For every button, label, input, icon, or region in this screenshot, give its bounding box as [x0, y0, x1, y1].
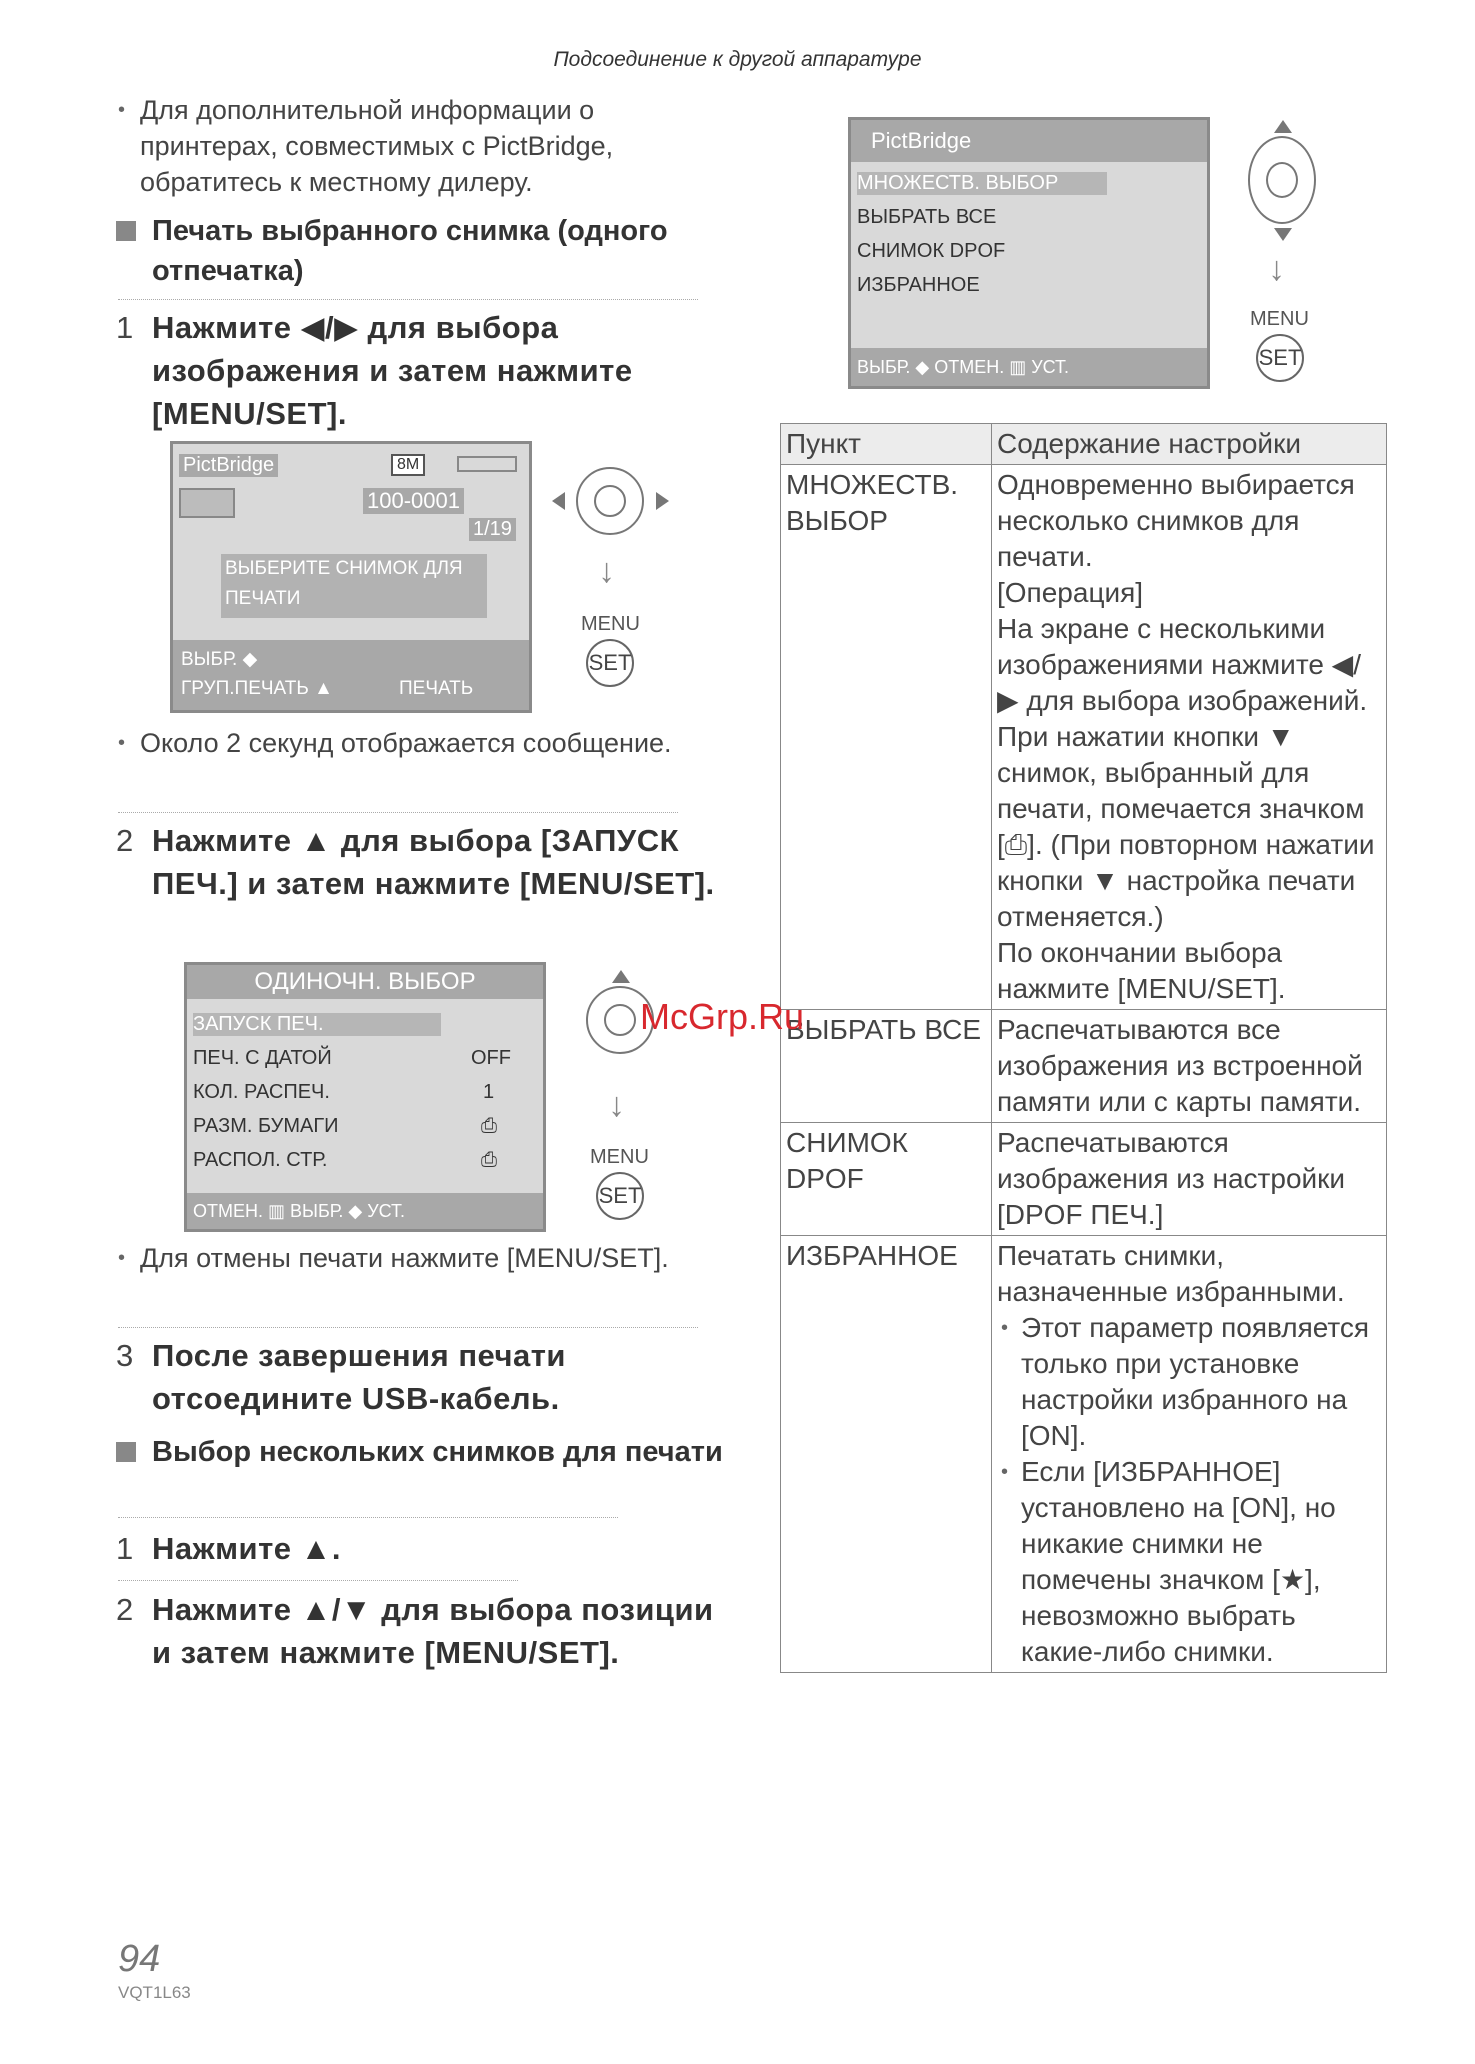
section-title: Печать выбранного снимка (одного отпечатка) — [152, 215, 668, 287]
menu-item-print-count: КОЛ. РАСПЕЧ. — [193, 1081, 330, 1103]
row-description — [992, 1123, 1387, 1236]
step-text: Нажмите ▲/▼ для выбора позиции и затем нажмите [MENU/SET]. — [152, 1592, 714, 1670]
table-row — [781, 1236, 1387, 1673]
row-item: МНОЖЕСТВ. ВЫБОР — [781, 465, 992, 1010]
step-text: Нажмите ▲ для выбора [ЗАПУСК ПЕЧ.] и затем нажмите [MENU/SET]. — [152, 823, 715, 901]
menu-label: MENU — [1250, 308, 1309, 330]
divider — [118, 1580, 518, 1581]
divider — [118, 812, 678, 813]
menu-item-page-layout: РАСПОЛ. СТР. — [193, 1149, 328, 1171]
up-arrow-icon — [612, 970, 630, 983]
step-number: 1 — [116, 310, 134, 345]
step-text: После завершения печати отсоедините USB-кабель. — [152, 1338, 566, 1416]
row-item: ВЫБРАТЬ ВСЕ — [781, 1010, 992, 1123]
screen-title: ОДИНОЧН. ВЫБОР — [187, 965, 543, 999]
nav-pad-left-right — [576, 467, 644, 535]
desc-line: На экране с несколькими изображениями нажмите ◀/▶ для выбора изображений. — [997, 613, 1368, 716]
section-square-icon — [116, 221, 136, 241]
step-1 — [116, 306, 732, 435]
nav-pad-up-down — [1248, 136, 1316, 224]
nav-pad-center — [1266, 162, 1298, 198]
value-print-count: 1 — [483, 1081, 495, 1103]
table-row — [781, 1123, 1387, 1236]
row-item: СНИМОК DPOF — [781, 1123, 992, 1236]
screen-title: PictBridge — [851, 120, 1207, 162]
footer-select: ВЫБР. ◆ — [181, 649, 258, 670]
desc-line: Одновременно выбирается несколько снимков для печати. — [997, 469, 1355, 572]
section-multi-print — [152, 1432, 732, 1472]
section-title: Выбор нескольких снимков для печати — [152, 1436, 723, 1468]
step-3 — [116, 1334, 732, 1420]
table-row — [781, 1010, 1387, 1123]
divider — [118, 299, 698, 300]
desc-subbullet: • Если [ИЗБРАННОЕ] установлено на [ON], но никакие снимки не помечены значком [★], невозможно выбрать какие-либо снимки. — [997, 1454, 1381, 1670]
set-button-icon: SET — [1256, 334, 1304, 382]
divider — [118, 1327, 698, 1328]
section-square-icon — [116, 1442, 136, 1462]
table-row — [781, 465, 1387, 1010]
menu-label: MENU — [581, 613, 640, 635]
row-description — [992, 1010, 1387, 1123]
menu-item-date-print: ПЕЧ. С ДАТОЙ — [193, 1047, 332, 1069]
set-button-icon: SET — [586, 639, 634, 687]
footer-group-print: ГРУП.ПЕЧАТЬ ▲ — [181, 678, 333, 699]
step-press-up — [116, 1527, 732, 1570]
bullet-cancel-info: • Для отмены печати нажмите [MENU/SET]. — [140, 1240, 700, 1276]
printer-icon: ⎙ — [481, 1149, 497, 1171]
step-2 — [116, 819, 732, 905]
file-number: 100-0001 — [363, 488, 464, 514]
section-single-print — [152, 211, 732, 291]
screen-footer: ОТМЕН. ▥ ВЫБР. ◆ УСТ. — [187, 1193, 543, 1229]
desc-subbullet: • Этот параметр появляется только при установке настройки избранного на [ON]. — [997, 1310, 1381, 1454]
menu-item-dpof: СНИМОК DPOF — [857, 240, 1006, 262]
down-flow-arrow-icon: ↓ — [1268, 250, 1285, 288]
step-number: 2 — [116, 1592, 134, 1627]
desc-line: При нажатии кнопки ▼ снимок, выбранный для печати, помечается значком [⎙]. (При повторном нажатии кнопки ▼ настройка печати отменяется.) — [997, 721, 1375, 932]
settings-table — [780, 423, 1387, 1673]
screen-footer — [173, 640, 529, 710]
step-number: 3 — [116, 1338, 134, 1373]
down-flow-arrow-icon: ↓ — [608, 1086, 625, 1124]
nav-pad-center — [594, 485, 626, 517]
lcd-screen-single-select — [184, 962, 546, 1232]
lcd-screen-pictbridge-menu — [848, 117, 1210, 389]
lcd-screen-pictbridge-single — [170, 441, 532, 713]
intro-bullet: • Для дополнительной информации о принтерах, совместимых с PictBridge, обратитесь к местному дилеру. — [140, 92, 720, 200]
resolution-badge: 8M — [391, 454, 425, 476]
image-counter: 1/19 — [469, 518, 516, 541]
menu-item-start-print: ЗАПУСК ПЕЧ. — [193, 1013, 441, 1036]
screen-footer: ВЫБР. ◆ ОТМЕН. ▥ УСТ. — [851, 348, 1207, 386]
set-button-icon: SET — [596, 1172, 644, 1220]
page-number: 94 — [118, 1938, 161, 1980]
left-arrow-icon — [552, 492, 565, 510]
up-arrow-icon — [1274, 120, 1292, 133]
down-arrow-icon — [1274, 228, 1292, 241]
desc-line: Распечатываются все изображения из встроенной памяти или с карты памяти. — [997, 1014, 1363, 1117]
step-number: 1 — [116, 1531, 134, 1566]
desc-line: По окончании выбора нажмите [MENU/SET]. — [997, 937, 1286, 1004]
row-description — [992, 465, 1387, 1010]
printer-icon: ⎙ — [481, 1115, 497, 1137]
select-message: ВЫБЕРИТЕ СНИМОК ДЛЯ ПЕЧАТИ — [221, 554, 487, 618]
table-header-row — [781, 424, 1387, 465]
menu-item-favorites: ИЗБРАННОЕ — [857, 274, 980, 296]
desc-line: [Операция] — [997, 577, 1144, 608]
header-item: Пункт — [781, 424, 992, 465]
nav-pad-center — [604, 1004, 636, 1036]
step-text: Нажмите ◀/▶ для выбора изображения и затем нажмите [MENU/SET]. — [152, 310, 633, 431]
down-flow-arrow-icon: ↓ — [598, 552, 615, 590]
step-number: 2 — [116, 823, 134, 858]
right-arrow-icon — [656, 492, 669, 510]
desc-line: Распечатываются изображения из настройки [DPOF ПЕЧ.] — [997, 1127, 1346, 1230]
desc-line: Печатать снимки, назначенные избранными. — [997, 1240, 1345, 1307]
bullet-message-info: • Около 2 секунд отображается сообщение. — [140, 725, 700, 761]
menu-item-multi-select: МНОЖЕСТВ. ВЫБОР — [857, 172, 1107, 195]
step-select-position — [116, 1588, 732, 1674]
page-header: Подсоединение к другой аппаратуре — [553, 48, 922, 71]
menu-label: MENU — [590, 1146, 649, 1168]
playback-icon — [179, 488, 235, 518]
battery-icon — [457, 456, 517, 472]
footer-print: ПЕЧАТЬ — [399, 678, 474, 699]
value-date-print: OFF — [471, 1047, 511, 1069]
header-description: Содержание настройки — [992, 424, 1387, 465]
row-item: ИЗБРАННОЕ — [781, 1236, 992, 1673]
watermark: McGrp.Ru — [640, 996, 805, 1037]
step-text: Нажмите ▲. — [152, 1531, 341, 1566]
document-code: VQT1L63 — [118, 1983, 191, 2002]
divider — [118, 1517, 618, 1518]
screen-title: PictBridge — [179, 454, 278, 477]
row-description — [992, 1236, 1387, 1673]
menu-item-select-all: ВЫБРАТЬ ВСЕ — [857, 206, 997, 228]
menu-item-paper-size: РАЗМ. БУМАГИ — [193, 1115, 339, 1137]
